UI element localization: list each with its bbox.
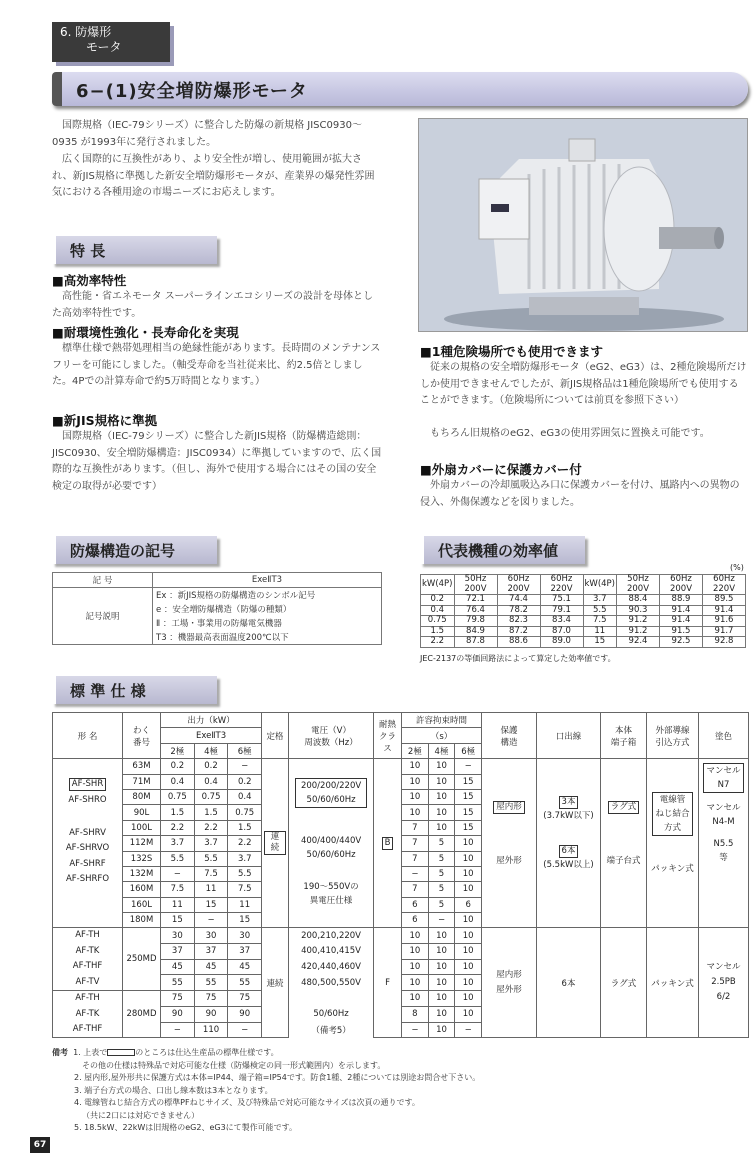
efficiency-table: kW(4P) 50Hz 200V 60Hz 200V 60Hz 220V kW(4P) 50Hz 200V 60Hz 200V 60Hz 220V 0.2 72.1 74.4 75.1 3.7 88.4 88.9 89.5 0.4 76.4 78.2 79.1 5.5 90.3 91.4 91.4 0.75 79.8 82.3 83.4 7.5 91.2 91.4 91.6 1.5 84.9 87.2 87.0 11 91.2 91.5 91.7 2.2 87.8 88.6 89.0 15 92.4 92.5 92.8 [420,574,746,648]
voltage-cell [289,991,374,1007]
feature-body-3: 国際規格（IEC-79シリーズ）に整合した新JIS規格（防爆構造総則：JISC0930、安全増防爆構造：JISC0934）に準拠していますので、広く国際的な互換性があります。（但し、海外で使用する場合にはその国の安全検定の取得が必要です） [52,431,382,492]
spec-row: 45 45 45 420,440,460V 10 10 10 [53,959,749,975]
efficiency-row: 0.75 79.8 82.3 83.4 7.5 91.2 91.4 91.6 [421,616,746,627]
spec-row: AF-TH AF-TK AF-THF 280MD 75 75 75 10 10 10 [53,991,749,1007]
class-g23: F [374,928,402,1038]
spec-row: 37 37 37 400,410,415V 10 10 10 [53,944,749,960]
voltage-cell: 420,440,460V [289,959,374,975]
spec-row: 55 55 55 480,500,550V 10 10 10 [53,975,749,991]
motor-photo [418,118,748,332]
notes: 備考 1. 上表で のところは仕込生産品の標準仕様です。 その他の仕様は特殊品で対応可能な仕様（防爆検定の同一形式範囲内）を示します。 2. 屋内形,屋外形共に保護方式は本体=IP44、端子箱=IP54です。防食1種、2種については別途お問合せ下さい。 3. 端子台方式の場合、口出し線本数は3本となります。 4. 電線管ねじ結合方式の標準PFねじサイズ、及び特殊品で対応可能なサイズは次頁の通りです。 （共に2口には対応できません） 5. 18.5kW、22kWは旧規格のeG2、eG3にて製作可能です。 [52,1048,481,1132]
spec-row: AF-TH AF-TK AF-THF AF-TV 250MD 30 30 30 連続 200,210,220V F 10 10 10 屋内形 屋外形 6本 ラグ式 パッキン式 マンセル 2.5PB 6/2 [53,928,749,944]
symbol-heading: 防爆構造の記号 [52,536,217,564]
rating-g1: 連続 [262,759,289,928]
spec-row: AF-SHR AF-SHRO AF-SHRV AF-SHRVO AF-SHRF AF-SHRFO 63M 0.2 0.2 − 連続 200/200/220V 50/60/60Hz 400/400/440V 50/60/60Hz 190〜550Vの 異電圧仕様 B 10 10 − 屋内形 屋外形 3本 (3.7kW以下) 6本 (5.5kW以上) ラグ式 端子台式 電線管 ねじ結合 方式 パッキン式 マンセル N7 マンセル N4-M N5.5 等 [53,759,749,774]
voltage-cell: 400,410,415V [289,944,374,960]
cable-entry-g23: パッキン式 [647,928,699,1038]
spec-row: 90 90 90 50/60Hz 8 10 10 [53,1006,749,1022]
class-g1: B [374,759,402,928]
spec-row: 80M 0.75 0.75 0.4 10 10 15 [53,789,749,804]
spec-row: 160L 11 15 11 6 5 6 [53,897,749,912]
note-box-sample [107,1049,135,1056]
spec-row: 100L 2.2 2.2 1.5 7 10 15 [53,820,749,835]
cable-entry-g1: 電線管 ねじ結合 方式 パッキン式 [647,759,699,928]
feature-title-6: ■外扇カバーに保護カバー付 [420,462,582,477]
feature-title-1: ■高効率特性 [52,273,127,288]
spec-table: 形 名 わく 番号 出力（kW） 定格 電圧（V） 周波数（Hz） 耐熱 クラス 許容拘束時間 保護 構造 口出線 本体 端子箱 外部導線 引込方式 塗色 ExeⅡT3 （s） 2極 4極 6極 2極 4極 6極 AF-SHR AF-SHRO AF-SHRV AF-SHRVO AF-SHRF AF-SHRFO 63M 0.2 0.2 − 連続 200/200/220V 50/60/60Hz 400/400/440V 50/60/60Hz 190〜550Vの 異電圧仕様 B 10 10 − 屋内形 屋外形 3本 (3.7kW以下) 6本 (5.5kW以上) ラグ式 端子台式 電線管 ねじ結合 方式 パッキン式 マンセル N7 マンセル N4-M N5.5 等 71M 0.4 0.4 0.2 10 10 15 80M 0.75 0.75 0.4 10 10 15 90L 1.5 1.5 0.75 10 10 15 100L 2.2 2.2 1.5 7 10 15 112M 3.7 3.7 2.2 7 5 10 132S 5.5 5.5 3.7 7 5 10 132M − 7.5 5.5 − 5 10 160M 7.5 11 7.5 7 5 10 160L 11 15 11 6 5 6 180M 15 − 15 6 − 10 AF-TH AF-TK AF-THF AF-TV 250MD 30 30 30 連続 200,210,220V F 10 10 10 屋内形 屋外形 6本 ラグ式 パッキン式 マンセル 2.5PB 6/2 37 37 37 400,410,415V 10 10 10 45 45 45 420,440,460V 10 10 10 55 55 55 480,500,550V 10 10 10 AF-TH AF-TK AF-THF 280MD 75 75 75 10 10 10 90 90 90 50/60Hz 8 10 10 − 110 − （備考5） − 10 − [52,712,749,1038]
spec-row: 71M 0.4 0.4 0.2 10 10 15 [53,774,749,789]
efficiency-row: 0.4 76.4 78.2 79.1 5.5 90.3 91.4 91.4 [421,605,746,616]
section-tab: 6. 防爆形 モータ [52,22,170,62]
symbol-table: 記 号 ExeⅡT3 記号説明 Ex ：新JIS規格の防爆構造のシンボル記号 e ：安全増防爆構造（防爆の種類） Ⅱ ：工場・事業用の防爆電気機器 T3 ：機器最高表面温度200℃以下 [52,572,382,645]
page-title: 6−(1)安全増防爆形モータ [76,81,308,102]
intro-p2: 広く国際的に互換性があり、より安全性が増し、使用範囲が拡大され、新JIS規格に準拠した新安全増防爆形モータが、産業界の爆発性雰囲気における各種用途の市場ニーズにお応えします。 [52,154,375,198]
spec-row: 132M − 7.5 5.5 − 5 10 [53,866,749,881]
rating-g23: 連続 [262,928,289,1038]
leads-g1: 3本 (3.7kW以下) 6本 (5.5kW以上) [537,759,601,928]
feature-title-4: ■1種危険場所でも使用できます [420,344,604,359]
spec-row: − 110 − （備考5） − 10 − [53,1022,749,1038]
intro-p1: 国際規格（IEC-79シリーズ）に整合した防爆の新規格 JISC0930〜0935 が1993年に発行されました。 [52,120,362,148]
model-cell-g3: AF-TH AF-TK AF-THF [53,991,123,1038]
spec-row: 180M 15 − 15 6 − 10 [53,913,749,928]
feature-body-4: 従来の規格の安全増防爆形モータ（eG2、eG3）は、2種危険場所だけしか使用できませんでしたが、新JIS規格品は1種危険場所でも使用することができます。（危険場所については前頁を参照下さい） [420,362,747,406]
spec-row: 112M 3.7 3.7 2.2 7 5 10 [53,836,749,851]
feature-body-1: 高性能・省エネモータ スーパーラインエコシリーズの設計を母体とした高効率特性です。 [52,291,373,319]
features-heading: 特 長 [52,236,217,264]
voltage-cell: 50/60Hz [289,1006,374,1022]
frame-g2: 250MD [123,928,161,991]
page-number: 67 [30,1137,50,1153]
spec-heading: 標 準 仕 様 [52,676,217,704]
voltage-g1: 200/200/220V 50/60/60Hz 400/400/440V 50/60/60Hz 190〜550Vの 異電圧仕様 [289,759,374,928]
voltage-cell: （備考5） [289,1022,374,1038]
efficiency-row: 0.2 72.1 74.4 75.1 3.7 88.4 88.9 89.5 [421,595,746,606]
spec-row: 132S 5.5 5.5 3.7 7 5 10 [53,851,749,866]
efficiency-note: JEC-2137の等価回路法によって算定した効率値です。 [420,654,616,663]
feature-body-2: 標準仕様で熱帯処理相当の絶縁性能があります。長時間のメンテナンスフリーを可能にしました。（軸受寿命を当社従来比、約2.5倍としました。4Pでの計算寿命で約5万時間となります。） [52,343,381,387]
paint-g1: マンセル N7 マンセル N4-M N5.5 等 [699,759,749,928]
paint-g23: マンセル 2.5PB 6/2 [699,928,749,1038]
feature-title-3: ■新JIS規格に準拠 [52,413,158,428]
model-cell-g2: AF-TH AF-TK AF-THF AF-TV [53,928,123,991]
leads-g23: 6本 [537,928,601,1038]
spec-row: 90L 1.5 1.5 0.75 10 10 15 [53,805,749,820]
voltage-cell: 200,210,220V [289,928,374,944]
feature-title-2: ■耐環境性強化・長寿命化を実現 [52,325,239,340]
efficiency-heading: 代表機種の効率値 [420,536,585,564]
efficiency-row: 2.2 87.8 88.6 89.0 15 92.4 92.5 92.8 [421,637,746,648]
terminal-box-g23: ラグ式 [601,928,647,1038]
protection-g23: 屋内形 屋外形 [482,928,537,1038]
motor-illustration [419,119,748,332]
spec-row: 160M 7.5 11 7.5 7 5 10 [53,882,749,897]
protection-g1: 屋内形 屋外形 [482,759,537,928]
feature-body-6: 外扇カバーの冷却風吸込み口に保護カバーを付け、風路内への異物の侵入、外傷保護などを図りました。 [420,480,740,508]
efficiency-unit: (%) [730,563,744,572]
terminal-box-g1: ラグ式 端子台式 [601,759,647,928]
frame-g3: 280MD [123,991,161,1038]
feature-body-5: もちろん旧規格のeG2、eG3の使用雰囲気に置換え可能です。 [430,428,710,439]
model-cell-g1: AF-SHR AF-SHRO AF-SHRV AF-SHRVO AF-SHRF AF-SHRFO [53,759,123,928]
efficiency-row: 1.5 84.9 87.2 87.0 11 91.2 91.5 91.7 [421,626,746,637]
page-title-bar [52,72,748,106]
voltage-cell: 480,500,550V [289,975,374,991]
